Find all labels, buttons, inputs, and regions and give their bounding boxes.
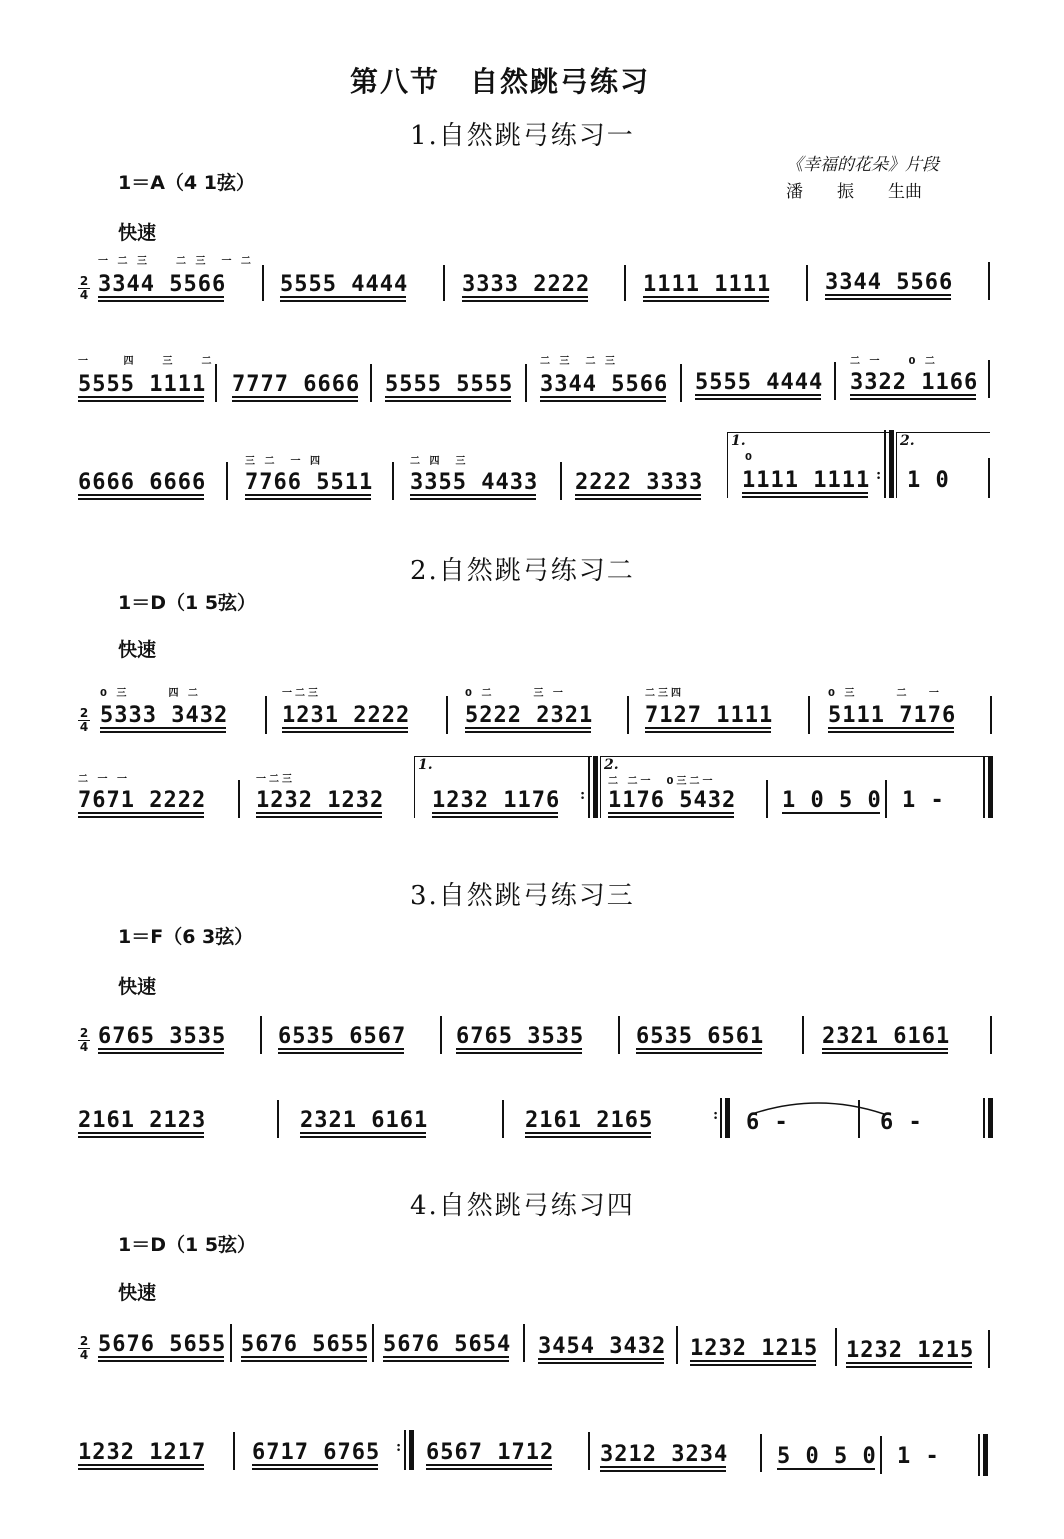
- barline: [680, 364, 682, 402]
- measure: [828, 703, 956, 732]
- measure: [282, 703, 410, 732]
- measure: [78, 470, 206, 499]
- fingering-mark: 二 一 0 二: [850, 356, 938, 367]
- measure: [608, 788, 736, 817]
- measure: [300, 1108, 428, 1137]
- note-group: 5 0 5 0: [777, 1444, 877, 1473]
- measure: [78, 372, 206, 401]
- volta-bracket-1: 1.: [414, 756, 592, 818]
- note-group: 1 0: [907, 468, 950, 493]
- measure: [897, 1444, 940, 1469]
- section-title: 第八节 自然跳弓练习: [350, 65, 651, 98]
- timesig-bottom: 4: [79, 1040, 89, 1054]
- note-group: 5222 2321: [465, 703, 593, 732]
- note-group: 1 -: [902, 788, 945, 813]
- volta-bracket-2: 2.: [896, 432, 990, 498]
- note-group: 1 -: [897, 1444, 940, 1469]
- measure: [78, 1440, 206, 1469]
- note-group: 5555 1111: [78, 372, 206, 401]
- exercise-2-tempo: 快速: [118, 639, 157, 661]
- volta-bracket-2: 2.: [600, 756, 990, 818]
- barline: [230, 1324, 232, 1362]
- note-group: 1232 1215: [690, 1336, 818, 1365]
- note-group: 3344 5566: [98, 272, 226, 301]
- measure: [690, 1336, 818, 1365]
- barline: [277, 1100, 279, 1138]
- note-group: 2321 6161: [300, 1108, 428, 1137]
- note-group: 6535 6561: [636, 1024, 764, 1053]
- volta-bracket-1: 1.: [727, 432, 889, 498]
- repeat-sign: :: [580, 787, 586, 803]
- measure: [98, 272, 226, 301]
- measure: [100, 703, 228, 732]
- barline: [560, 462, 562, 500]
- measure: [902, 788, 945, 813]
- measure: [462, 272, 590, 301]
- note-group: 1111 1111: [643, 272, 771, 301]
- repeat-barline: [593, 756, 598, 818]
- time-signature: [78, 276, 90, 301]
- barline: [265, 696, 267, 734]
- note-group: 3454 3432: [538, 1334, 666, 1363]
- fingering-mark: 一 四 三 二: [78, 356, 215, 367]
- note-group: 5676 5654: [383, 1332, 511, 1361]
- note-group: 7766 5511: [245, 470, 373, 499]
- barline: [720, 1098, 722, 1138]
- measure: [782, 788, 882, 817]
- barline: [523, 1324, 525, 1362]
- measure: [410, 470, 538, 499]
- note-group: 5555 4444: [280, 272, 408, 301]
- note-group: 3344 5566: [825, 270, 953, 299]
- note-group: 5676 5655: [98, 1332, 226, 1361]
- fingering-mark: 0: [745, 452, 755, 463]
- timesig-top: 2: [79, 706, 89, 720]
- final-barline: [988, 1098, 993, 1138]
- measure: [825, 270, 953, 299]
- measure: [280, 272, 408, 301]
- barline: [588, 1432, 590, 1470]
- barline: [983, 1098, 985, 1138]
- note-group: 1232 1232: [256, 788, 384, 817]
- final-barline: [988, 756, 993, 818]
- fingering-mark: 一 二 三 二 三 一 二: [98, 256, 254, 267]
- timesig-bottom: 4: [79, 288, 89, 302]
- measure: [78, 788, 206, 817]
- exercise-2-key: 1＝D（1 5弦）: [118, 592, 257, 614]
- measure: [575, 470, 703, 499]
- exercise-3-key: 1＝F（6 3弦）: [118, 926, 254, 948]
- measure: [742, 468, 870, 497]
- exercise-1-tempo: 快速: [118, 222, 157, 244]
- barline: [392, 462, 394, 500]
- note-group: 6 -: [880, 1110, 923, 1135]
- exercise-1-attribution: 《幸福的花朵》片段: [786, 155, 939, 175]
- measure: [456, 1024, 584, 1053]
- note-group: 1231 2222: [282, 703, 410, 732]
- note-group: 3355 4433: [410, 470, 538, 499]
- repeat-sign: :: [876, 467, 882, 483]
- measure: [850, 370, 978, 399]
- barline: [988, 458, 990, 498]
- measure: [256, 788, 384, 817]
- exercise-1-key: 1＝A（4 1弦）: [118, 172, 255, 194]
- note-group: 5333 3432: [100, 703, 228, 732]
- barline: [502, 1100, 504, 1138]
- fingering-mark: 一二三: [282, 688, 321, 699]
- note-group: 1176 5432: [608, 788, 736, 817]
- measure: [252, 1440, 380, 1469]
- measure: [538, 1334, 666, 1363]
- note-group: 6717 6765: [252, 1440, 380, 1469]
- barline: [808, 696, 810, 734]
- note-group: 1 0 5 0: [782, 788, 882, 817]
- measure: [78, 1108, 206, 1137]
- timesig-top: 2: [79, 1334, 89, 1348]
- barline: [440, 1016, 442, 1054]
- barline: [260, 1016, 262, 1054]
- barline: [885, 780, 887, 818]
- exercise-4-tempo: 快速: [118, 1282, 157, 1304]
- note-group: 1232 1215: [846, 1338, 974, 1367]
- time-signature: [78, 1336, 90, 1361]
- note-group: 3322 1166: [850, 370, 978, 399]
- repeat-barline: [725, 1098, 730, 1138]
- tie-arc: [748, 1096, 888, 1116]
- measure: [432, 788, 560, 817]
- note-group: 3212 3234: [600, 1442, 728, 1471]
- barline: [525, 364, 527, 402]
- fingering-mark: 0 三 四 二: [100, 688, 201, 699]
- note-group: 5555 4444: [695, 370, 823, 399]
- barline: [990, 1016, 992, 1054]
- final-barline: [983, 1434, 988, 1476]
- fingering-mark: 二三四: [645, 688, 684, 699]
- note-group: 3344 5566: [540, 372, 668, 401]
- repeat-barline: [409, 1430, 414, 1470]
- barline: [624, 265, 626, 301]
- measure: [465, 703, 593, 732]
- measure: [278, 1024, 406, 1053]
- note-group: 2222 3333: [575, 470, 703, 499]
- measure: [540, 372, 668, 401]
- barline: [880, 1436, 882, 1474]
- barline: [978, 1434, 980, 1476]
- measure: [98, 1332, 226, 1361]
- fingering-mark: 三 二 一 四: [245, 456, 323, 467]
- measure: [245, 470, 373, 499]
- barline: [443, 265, 445, 301]
- barline: [802, 1016, 804, 1054]
- note-group: 6 -: [746, 1110, 789, 1135]
- barline: [988, 360, 990, 398]
- barline: [983, 756, 985, 818]
- exercise-4-key: 1＝D（1 5弦）: [118, 1234, 257, 1256]
- note-group: 7777 6666: [232, 372, 360, 401]
- note-group: 2321 6161: [822, 1024, 950, 1053]
- measure: [232, 372, 360, 401]
- measure: [695, 370, 823, 399]
- note-group: 5555 5555: [385, 372, 513, 401]
- note-group: 1111 1111: [742, 468, 870, 497]
- barline: [215, 364, 217, 402]
- note-group: 2161 2123: [78, 1108, 206, 1137]
- barline: [238, 780, 240, 818]
- exercise-1-composer: 潘 振 生曲: [786, 182, 922, 202]
- barline: [676, 1326, 678, 1364]
- barline: [990, 696, 992, 734]
- barline: [226, 462, 228, 500]
- note-group: 6666 6666: [78, 470, 206, 499]
- barline: [372, 1324, 374, 1362]
- measure: [383, 1332, 511, 1361]
- repeat-barline: [889, 430, 894, 498]
- exercise-3-title: 3.自然跳弓练习三: [410, 881, 635, 911]
- measure: [643, 272, 771, 301]
- fingering-mark: 二 二一 0三二一: [608, 776, 716, 787]
- fingering-mark: 二 四 三: [410, 456, 469, 467]
- note-group: 6567 1712: [426, 1440, 554, 1469]
- measure: [822, 1024, 950, 1053]
- note-group: 5676 5655: [241, 1332, 369, 1361]
- time-signature: [78, 1028, 90, 1053]
- barline: [988, 1330, 990, 1368]
- barline: [806, 265, 808, 301]
- measure: [241, 1332, 369, 1361]
- barline: [835, 1328, 837, 1366]
- fingering-mark: 0 三 二 一: [828, 688, 942, 699]
- exercise-1-title: 1.自然跳弓练习一: [410, 121, 635, 151]
- repeat-sign: :: [396, 1439, 402, 1455]
- timesig-bottom: 4: [79, 1348, 89, 1362]
- barline: [884, 430, 886, 498]
- measure: [636, 1024, 764, 1053]
- note-group: 7127 1111: [645, 703, 773, 732]
- measure: [98, 1024, 226, 1053]
- measure: [846, 1338, 974, 1367]
- measure: [426, 1440, 554, 1469]
- measure: [525, 1108, 653, 1137]
- note-group: 6765 3535: [456, 1024, 584, 1053]
- fingering-mark: 二 三 二 三: [540, 356, 618, 367]
- barline: [588, 756, 590, 818]
- barline: [834, 362, 836, 400]
- note-group: 6765 3535: [98, 1024, 226, 1053]
- measure: [600, 1442, 728, 1471]
- measure: [777, 1444, 877, 1473]
- note-group: 3333 2222: [462, 272, 590, 301]
- note-group: 1232 1176: [432, 788, 560, 817]
- fingering-mark: 一二三: [256, 774, 295, 785]
- note-group: 5111 7176: [828, 703, 956, 732]
- barline: [988, 262, 990, 300]
- barline: [766, 780, 768, 818]
- measure: [385, 372, 513, 401]
- exercise-3-tempo: 快速: [118, 976, 157, 998]
- measure: [907, 468, 950, 493]
- barline: [404, 1430, 406, 1470]
- barline: [370, 364, 372, 402]
- timesig-bottom: 4: [79, 720, 89, 734]
- note-group: 7671 2222: [78, 788, 206, 817]
- barline: [618, 1016, 620, 1054]
- timesig-top: 2: [79, 274, 89, 288]
- barline: [233, 1432, 235, 1470]
- repeat-sign: :: [713, 1107, 719, 1123]
- note-group: 1232 1217: [78, 1440, 206, 1469]
- timesig-top: 2: [79, 1026, 89, 1040]
- note-group: 2161 2165: [525, 1108, 653, 1137]
- fingering-mark: 二 一 一: [78, 774, 130, 785]
- barline: [446, 696, 448, 734]
- measure: [645, 703, 773, 732]
- barline: [262, 265, 264, 301]
- barline: [760, 1434, 762, 1472]
- fingering-mark: 0 二 三 一: [465, 688, 566, 699]
- barline: [627, 696, 629, 734]
- exercise-2-title: 2.自然跳弓练习二: [410, 556, 635, 586]
- time-signature: [78, 708, 90, 733]
- exercise-4-title: 4.自然跳弓练习四: [410, 1191, 635, 1221]
- note-group: 6535 6567: [278, 1024, 406, 1053]
